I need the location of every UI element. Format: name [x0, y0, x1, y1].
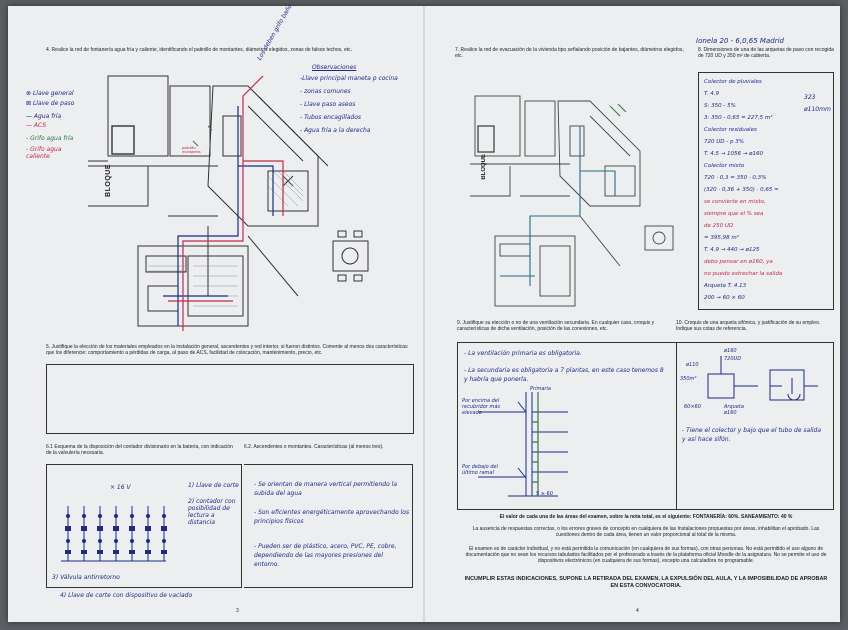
q8-answer-line: Colector mixto [704, 163, 745, 169]
vent-label: Por debajo del último ramal [462, 464, 498, 476]
drainage-floor-plan [470, 86, 690, 316]
exam-sheet [8, 3, 840, 622]
battery-count: × 16 V [110, 484, 131, 491]
battery-note: 1) Llave de corte [188, 482, 239, 489]
q4-title: 4. Realice la red de fontanería agua fría y caliente, identificando el patinillo de montantes, diámetros elegidos, zonas de falsos techos, etc. [46, 47, 353, 53]
battery-line3: 3) Válvula antirretorno [52, 574, 120, 581]
q8-answer-line: Colector residuales [704, 127, 757, 133]
q8-answer-line: Colector de pluviales [704, 79, 762, 85]
exam-weights: El valor de cada una de las áreas del examen, sobre la nota total, es el siguiente: FONTANERÍA: 60%. SANEAMIENTO: 40 % [499, 514, 793, 520]
vent-label: Por encima del recubridor más elevado [462, 398, 501, 416]
q8-answer [704, 76, 802, 304]
q5-title: 5. Justifique la elección de los materiales empleados en la instalación general, ascendentes y red interior, si fueron distintos. Comente al menos dos características que los diferencie: comportamiento a pérdidas de carga, al paso de ACS, facilidad de colocación, mantenimiento, precio, etc. [46, 344, 408, 356]
observacion-item: - Agua fría a la derecha [300, 127, 371, 134]
q8-answer-line: de 250 UD [704, 223, 734, 229]
observacion-item: -Llave principal maneta p cocina [300, 75, 398, 82]
q8-answer-line: 720 UD - p 3% [704, 139, 744, 145]
q9-title: 9. Justifique su elección o no de una ventilación secundaria. En cualquier caso, croquis y características de dicha ventilación, posición de las conexiones, etc. [457, 320, 655, 332]
q8-answer-line: debo pensar en ø160, ya [704, 259, 773, 265]
bloque-label: BLOQUE [105, 164, 112, 197]
battery-note: 2) contador con posibilidad de lectura a distancia [188, 498, 236, 526]
q62-answer-line: - Se orientan de manera vertical permitiendo la subida del agua [254, 481, 397, 497]
legend [26, 90, 106, 160]
exam-rules-1: La ausencia de respuestas correctas, o los errores graves de concepto en cualquiera de las Instalaciones propuestas por áreas, inhabilitan el aprobado. Las cuestiones dentro de cada área, tienen un valor proporcional al total de la misma. [472, 526, 820, 538]
bloque-label-right: BLOQUE [481, 154, 487, 180]
q8-answer-line: 200 → 60 × 60 [704, 295, 745, 301]
observacion-item: - Llave paso aseos [300, 101, 356, 108]
vent-label: S ≥ 60 [536, 491, 553, 497]
legend-item: ⊠ Llave de paso [26, 100, 75, 107]
siphon-label: ø160 [724, 348, 737, 354]
legend-item: — Agua fría [26, 113, 62, 120]
siphon-arqueta-sketch [698, 356, 818, 416]
legend-item: ⊗ Llave general [26, 90, 74, 97]
page-number-right: 4 [636, 608, 639, 614]
q10-answer: - Tiene el colector y bajo que el tubo de salida y así hace sifón. [682, 427, 822, 443]
q9-answer-line: - La secundaria es obligatoria a 7 plantas, en este caso tenemos 8 y habría que ponerla. [464, 367, 664, 383]
q8-answer-line: no puedo estrechar la salida [704, 271, 783, 277]
meter-battery-sketch [56, 486, 176, 566]
observaciones-title: Observaciones [312, 64, 357, 71]
q8-answer-line: = 395,98 m² [704, 235, 739, 241]
q8-answer-line: 3: 350 - 0,65 = 227,5 m² [704, 115, 773, 121]
q7-title: 7. Realice la red de evacuación de la vivienda tipo señalando posición de bajantes, diámetros elegidos, etc. [455, 47, 684, 59]
legend-item: — ACS [26, 122, 47, 129]
exam-rules-2: El examen es de carácter individual, y no está permitida la comunicación (en cualquiera de sus formas), con otras personas. No está permitido el uso alguno de documentación que no sean los recursos tabulados facilitados por el profesorado a través de la plataforma oficial Moodle de la asignatura. No se permite el uso de dispositivos electrónicos (en cualquiera de sus formas), excepto una calculadora no programable. [465, 546, 827, 564]
siphon-label: ø110 [686, 362, 699, 368]
top-note-right: Ionela 20 - 6,0,65 Madrid [696, 37, 784, 45]
siphon-label: 350m² [680, 376, 697, 382]
patinillo-label: patinillo montantes [182, 145, 201, 154]
observaciones [300, 64, 420, 134]
top-note-left: Los deben grifo baño [256, 3, 294, 62]
q5-answer-box [46, 364, 414, 434]
q8-answer-line: T. 4.5 → 1056 → ø160 [704, 151, 764, 157]
q8-side-note: 323 [804, 94, 816, 101]
q62-answer-line: - Pueden ser de plástico, acero, PVC, PE, cobre, dependiendo de las mayores presiones del entorno. [254, 543, 397, 568]
q62-answer-line: - Son eficientes energéticamente aprovechando los principios físicos [254, 509, 410, 525]
q8-answer-line: T. 4.9 [704, 91, 719, 97]
q8-answer-line: S: 350 - 5% [704, 103, 736, 109]
q10-title: 10. Croquis de una arqueta sifónica, y justificación de su empleo. Indique sus cotas de referencia. [676, 320, 821, 332]
q9-answer-line: - La ventilación primaria es obligatoria. [464, 350, 582, 357]
legend-item: - Grifo agua fría [26, 135, 74, 142]
siphon-label: 60×60 [684, 404, 701, 410]
q8-answer-line: Arqueta T. 4.13 [704, 283, 747, 289]
page-fold [423, 6, 425, 622]
q61-title: 6.1 Esquema de la disposición del contador divisionario en la batería, con indicación de la valvulería necesaria. [46, 444, 233, 456]
battery-line4: 4) Llave de corte con dispositivo de vaciado [60, 592, 193, 599]
q62-title: 6.2. Ascendentes o montantes. Características (al menos tres). [244, 444, 384, 450]
q8-answer-line: 720 · 0,3 = 350 · 0,3% [704, 175, 767, 181]
observacion-item: - Tubos encagillados [300, 114, 362, 121]
vent-label: Primaria [530, 386, 551, 392]
page-number-left: 3 [236, 608, 239, 614]
legend-item: - Grifo agua caliente [26, 146, 62, 160]
q8-title: 8. Dimensiones de una de las arquetas de paso con recogida de 720 UD y 350 m² de cubierta. [698, 47, 834, 59]
q8-answer-line: T. 4.9 → 440 → ø125 [704, 247, 760, 253]
q8-answer-line: siempre que el % sea [704, 211, 764, 217]
q8-side-note: ø110mm [804, 106, 831, 113]
observacion-item: - zonas comunes [300, 88, 351, 95]
siphon-label: Arqueta ø160 [724, 404, 744, 416]
siphon-label: 720UD [724, 356, 742, 362]
q8-answer-line: se convierte en mixto, [704, 199, 766, 205]
q8-answer-line: (320 · 0,36 + 350) · 0,65 = [704, 187, 779, 193]
exam-warning: INCUMPLIR ESTAS INDICACIONES, SUPONE LA RETIRADA DEL EXAMEN, LA EXPULSIÓN DEL AULA, Y LA IMPOSIBILIDAD DE APROBAR EN ESTA CONVOCATORIA. [464, 576, 828, 589]
